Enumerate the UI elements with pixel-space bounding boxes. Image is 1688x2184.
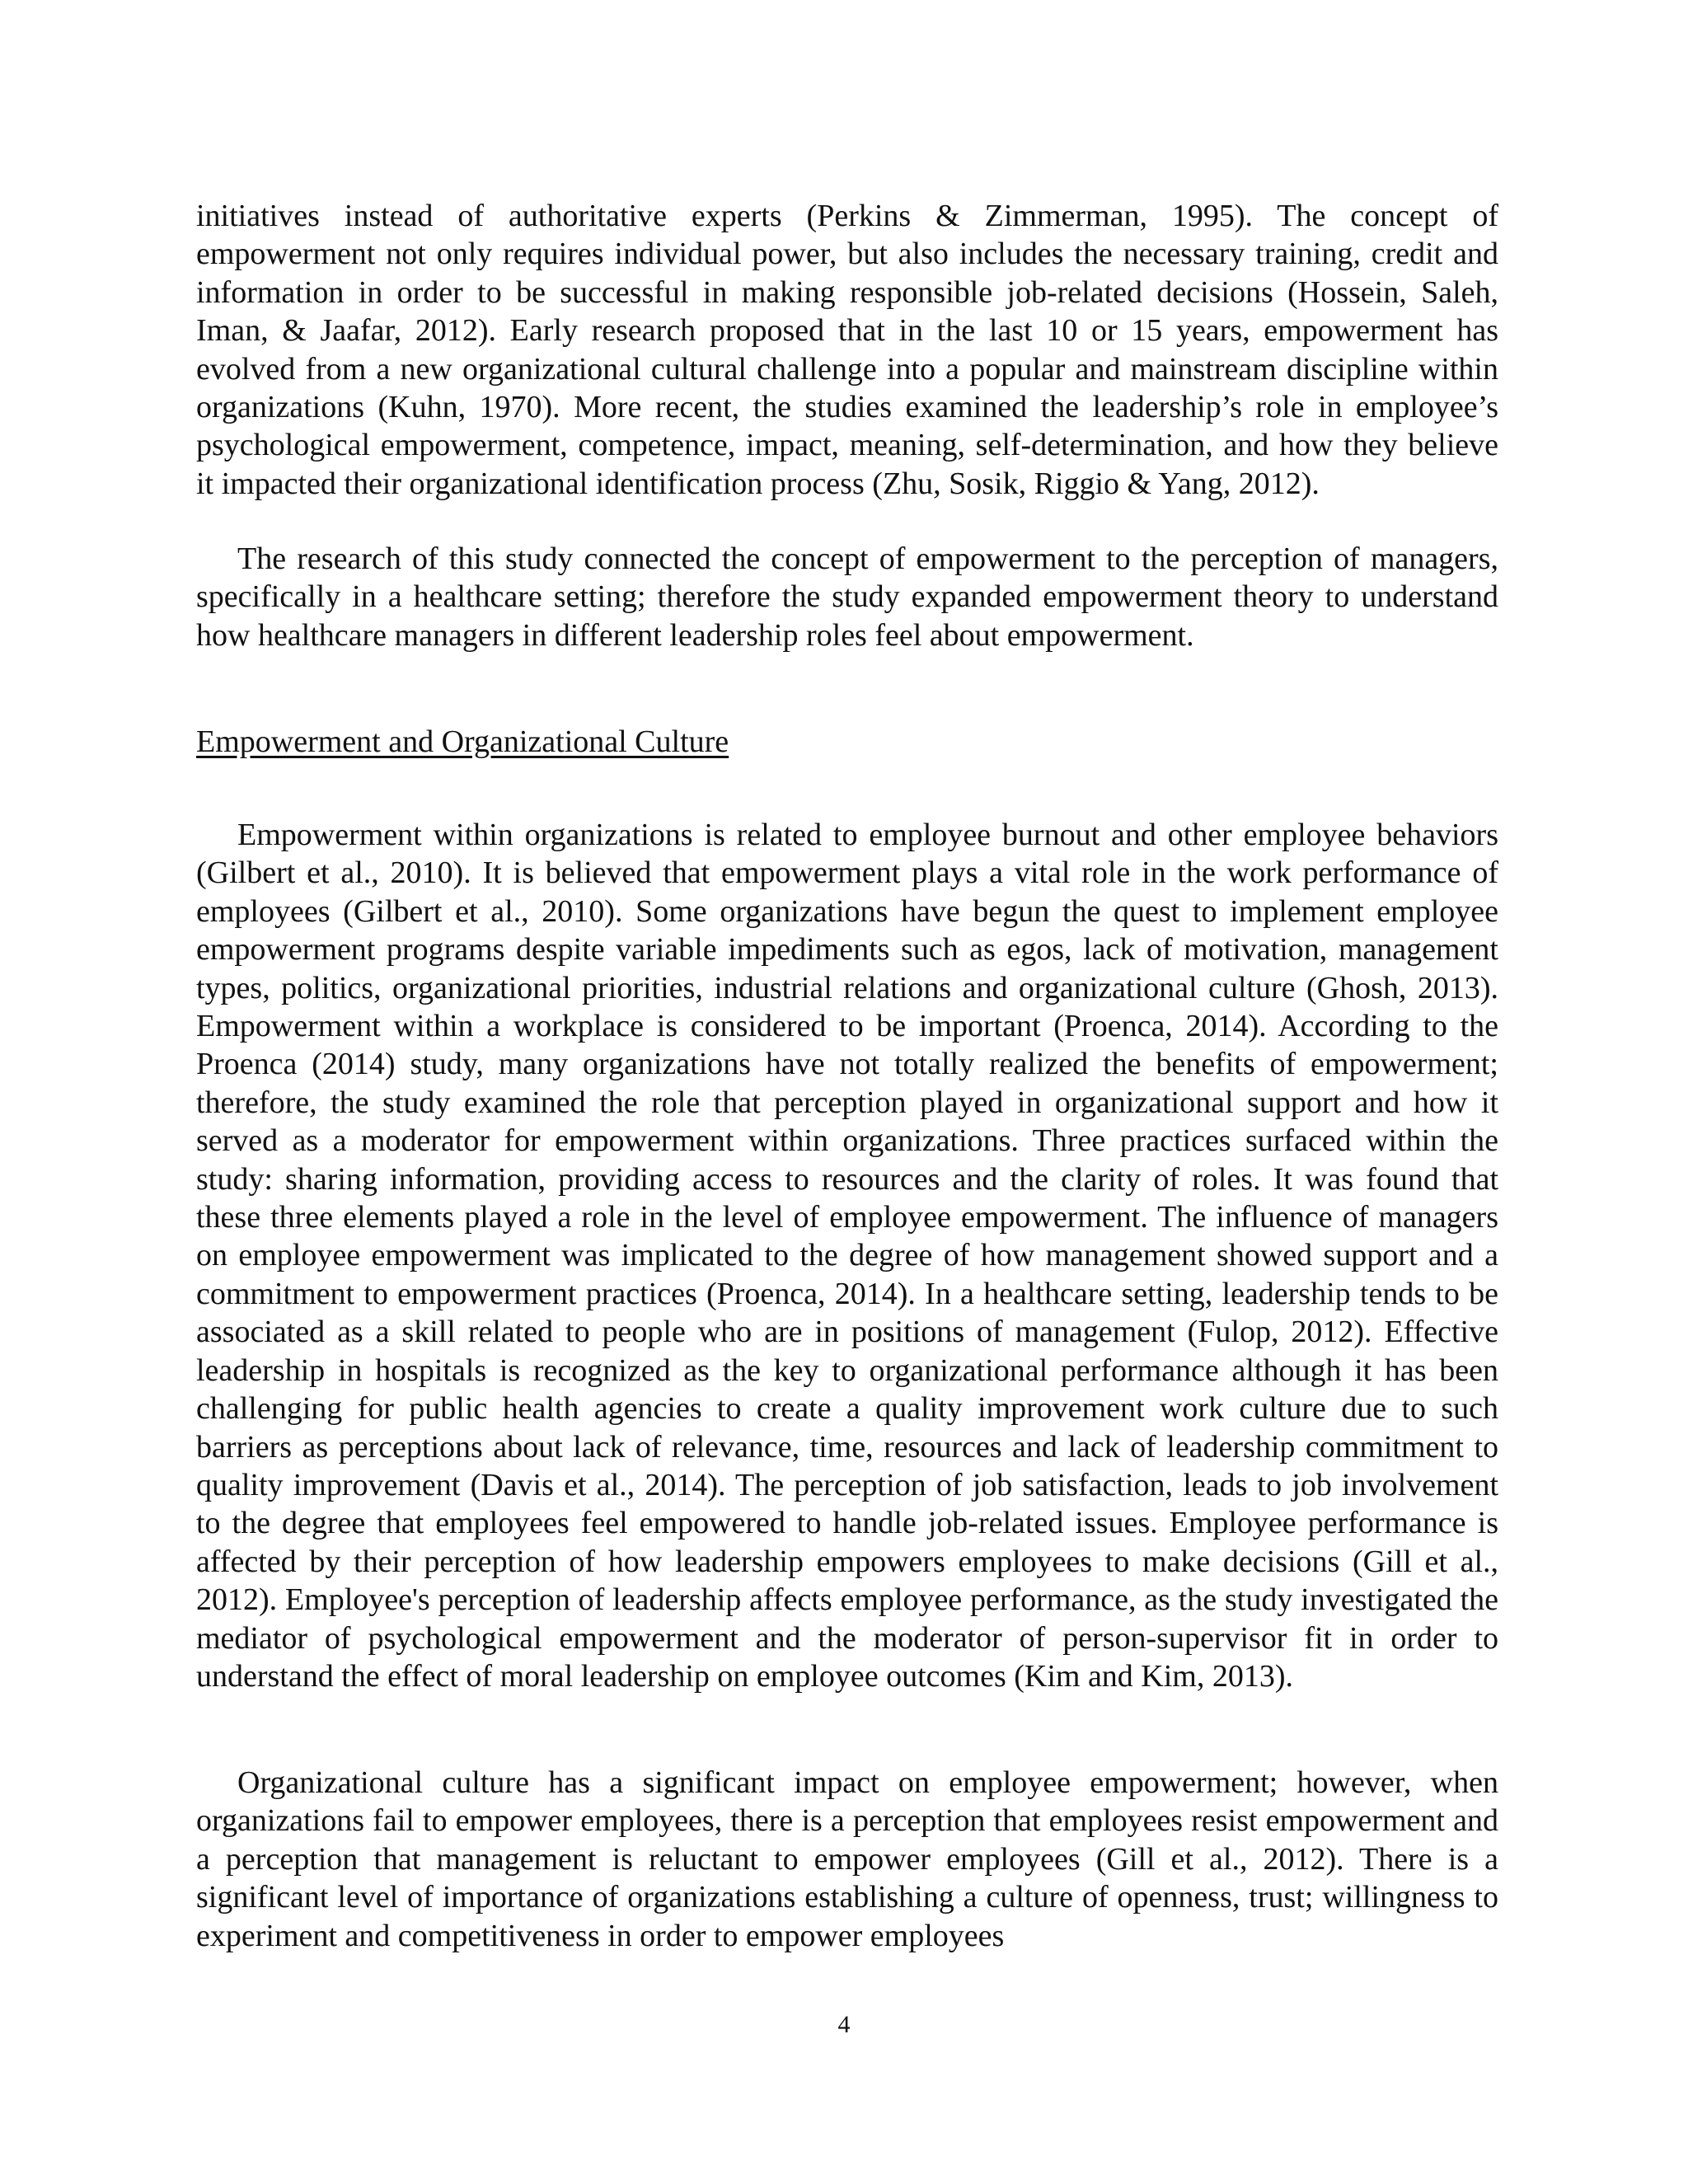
paragraph-empowerment-intro: initiatives instead of authoritative experts (Perkins & Zimmerman, 1995). The concept of empowerment not only requires individual power, but also includes the necessary training, credit and information in order to be successful in making responsible job-related decisions (Hossein, Saleh, Iman, & Jaafar, 2012). Early research proposed that in the last 10 or 15 years, empowerment has evolved from a new organizational cultural challenge into a popular and mainstream discipline within organizations (Kuhn, 1970). More recent, the studies examined the leadership’s role in employee’s psychological empowerment, competence, impact, meaning, self-determination, and how they believe it impacted their organizational identification process (Zhu, Sosik, Riggio & Yang, 2012).: [196, 199, 1498, 501]
paragraph-organizational-culture: Organizational culture has a significant impact on employee empowerment; however, when organizations fail to empower employees, there is a perception that employees resist empowerment and a perception that management is reluctant to empower employees (Gill et al., 2012). There is a significant level of importance of organizations establishing a culture of openness, trust; willingness to experiment and competitiveness in order to empower employees: [196, 1765, 1498, 1953]
page-number: 4: [837, 2011, 851, 2038]
paragraph-study-connection: The research of this study connected the concept of empowerment to the perception of managers, specifically in a healthcare setting; therefore the study expanded empowerment theory to understand how healthcare managers in different leadership roles feel about empowerment.: [196, 541, 1498, 653]
section-heading: Empowerment and Organizational Culture: [196, 724, 729, 759]
paragraph-empowerment-organizations: Empowerment within organizations is related to employee burnout and other employee behaviors (Gilbert et al., 2010). It is believed that empowerment plays a vital role in the work performance of employees (Gilbert et al., 2010). Some organizations have begun the quest to implement employee empowerment programs despite variable impediments such as egos, lack of motivation, management types, politics, organizational priorities, industrial relations and organizational culture (Ghosh, 2013). Empowerment within a workplace is considered to be important (Proenca, 2014). According to the Proenca (2014) study, many organizations have not totally realized the benefits of empowerment; therefore, the study examined the role that perception played in organizational support and how it served as a moderator for empowerment within organizations. Three practices surfaced within the study: sharing information, providing access to resources and the clarity of roles. It was found that these three elements played a role in the level of employee empowerment. The influence of managers on employee empowerment was implicated to the degree of how management showed support and a commitment to empowerment practices (Proenca, 2014). In a healthcare setting, leadership tends to be associated as a skill related to people who are in positions of management (Fulop, 2012). Effective leadership in hospitals is recognized as the key to organizational performance although it has been challenging for public health agencies to create a quality improvement work culture due to such barriers as perceptions about lack of relevance, time, resources and lack of leadership commitment to quality improvement (Davis et al., 2014). The perception of job satisfaction, leads to job involvement to the degree that employees feel empowered to handle job-related issues. Employee performance is affected by their perception of how leadership empowers employees to make decisions (Gill et al., 2012). Employee's perception of leadership affects employee performance, as the study investigated the mediator of psychological empowerment and the moderator of person-supervisor fit in order to understand the effect of moral leadership on employee outcomes (Kim and Kim, 2013).: [196, 818, 1498, 1694]
